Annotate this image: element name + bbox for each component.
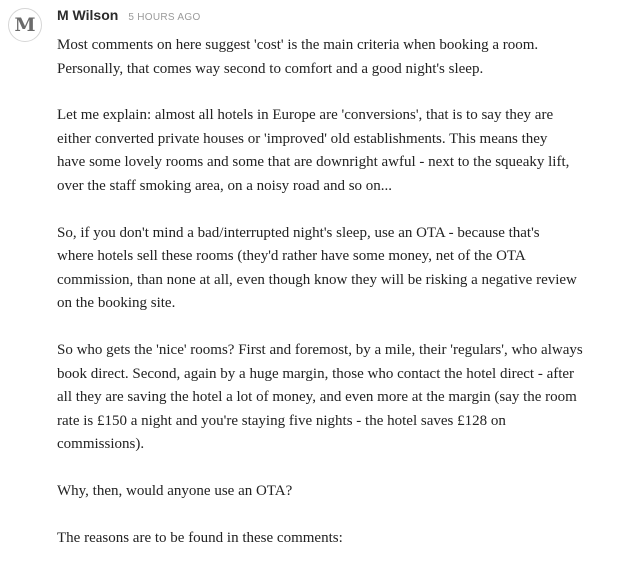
comment-paragraph <box>57 480 635 504</box>
comment-line: Let me explain: almost all hotels in Europe are 'conversions', that is to say they are <box>57 107 554 124</box>
comment-line: So who gets the 'nice' rooms? First and foremost, by a mile, their 'regulars', who always <box>57 341 583 358</box>
comment-timestamp: 5 HOURS AGO <box>128 12 201 23</box>
comment-paragraph <box>57 34 635 81</box>
comment-line: The reasons are to be found in these comments: <box>57 529 343 546</box>
comment-paragraph <box>57 222 635 316</box>
avatar-initial: M <box>14 14 36 36</box>
comment-line: Most comments on here suggest 'cost' is the main criteria when booking a room. <box>57 37 539 53</box>
comment-line: commissions). <box>57 436 145 453</box>
comment-line: have some lovely rooms and some that are downright awful - next to the squeaky lift, <box>57 154 570 171</box>
comment-line: Personally, that comes way second to comfort and a good night's sleep. <box>57 60 484 77</box>
comment-line: So, if you don't mind a bad/interrupted night's sleep, use an OTA - because that's <box>57 224 540 241</box>
comment-line: Why, then, would anyone use an OTA? <box>57 482 293 499</box>
comment-line: commission, than none at all, even though know they will be risking a negative review <box>57 271 577 288</box>
comment-line: where hotels sell these rooms (they'd rather have some money, net of the OTA <box>57 248 526 265</box>
comment-paragraph <box>57 527 635 551</box>
comment-paragraph <box>57 339 635 457</box>
comment-paragraph <box>57 104 635 198</box>
comment-body <box>57 34 635 573</box>
comment-line: on the booking site. <box>57 295 176 312</box>
avatar[interactable] <box>8 8 42 42</box>
comment-header <box>57 7 201 27</box>
comment-line: over the staff smoking area, on a noisy road and so on... <box>57 177 393 194</box>
comment-line: all they are saving the hotel a lot of money, and even more at the margin (say the room <box>57 389 577 406</box>
comment-line: either converted private houses or 'improved' old establishments. This means they <box>57 130 548 147</box>
comment-line: book direct. Second, again by a huge margin, those who contact the hotel direct - after <box>57 365 575 382</box>
comment-line: rate is £150 a night and you're staying five nights - the hotel saves £128 on <box>57 412 506 429</box>
author-name[interactable]: M Wilson <box>57 7 119 23</box>
